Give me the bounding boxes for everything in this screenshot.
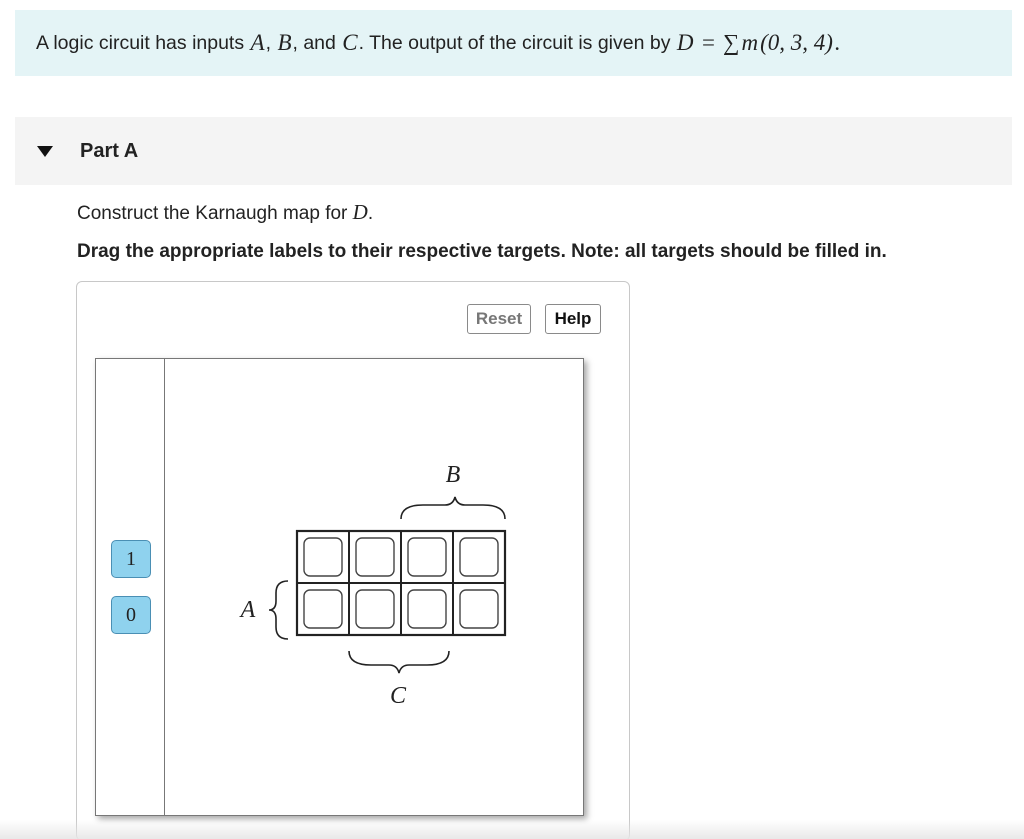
help-button[interactable]: Help xyxy=(545,304,601,334)
expr-lhs: D xyxy=(676,30,694,55)
instruction-var: D xyxy=(352,200,368,224)
instruction xyxy=(77,200,373,225)
drop-target-r0-c1[interactable] xyxy=(356,538,394,576)
problem-sep1: , xyxy=(265,31,272,54)
reset-button[interactable]: Reset xyxy=(467,304,531,334)
expr-args: (0, 3, 4) xyxy=(760,30,833,55)
drop-target-r1-c1[interactable] xyxy=(356,590,394,628)
karnaugh-map xyxy=(165,359,584,815)
problem-sep2: , and xyxy=(292,31,336,54)
drop-target-r1-c2[interactable] xyxy=(408,590,446,628)
var-b: B xyxy=(277,30,292,55)
draggable-label-0[interactable]: 0 xyxy=(111,596,151,634)
part-a-header[interactable] xyxy=(15,117,1012,185)
brace-b xyxy=(401,497,505,519)
brace-c xyxy=(349,651,449,673)
expr-end: . xyxy=(834,30,841,55)
drop-target-r1-c0[interactable] xyxy=(304,590,342,628)
bottom-fade xyxy=(0,820,1024,839)
problem-statement xyxy=(15,10,1012,76)
var-a: A xyxy=(250,30,265,55)
drop-target-r0-c3[interactable] xyxy=(460,538,498,576)
problem-text-after: . The output of the circuit is given by xyxy=(358,31,671,54)
label-c: C xyxy=(389,683,407,709)
label-a: A xyxy=(240,597,256,623)
drop-target-r1-c3[interactable] xyxy=(460,590,498,628)
expr-sum: ∑ xyxy=(723,30,740,55)
kmap-canvas xyxy=(95,358,584,816)
expr-eq: = xyxy=(700,30,717,55)
part-title: Part A xyxy=(80,139,139,162)
drop-target-r0-c0[interactable] xyxy=(304,538,342,576)
problem-text-before: A logic circuit has inputs xyxy=(36,31,245,54)
draggable-label-1[interactable]: 1 xyxy=(111,540,151,578)
drag-drop-work-area xyxy=(76,281,630,839)
drag-instruction: Drag the appropriate labels to their respective targets. Note: all targets should be filled in. xyxy=(77,241,887,262)
expr-m: m xyxy=(741,30,759,55)
var-c: C xyxy=(342,30,358,55)
label-b: B xyxy=(445,462,461,488)
instruction-end: . xyxy=(367,203,374,224)
brace-a xyxy=(269,581,288,639)
instruction-text: Construct the Karnaugh map for xyxy=(77,203,348,224)
label-tray xyxy=(96,359,165,815)
drop-target-r0-c2[interactable] xyxy=(408,538,446,576)
collapse-triangle-icon[interactable] xyxy=(37,146,53,157)
